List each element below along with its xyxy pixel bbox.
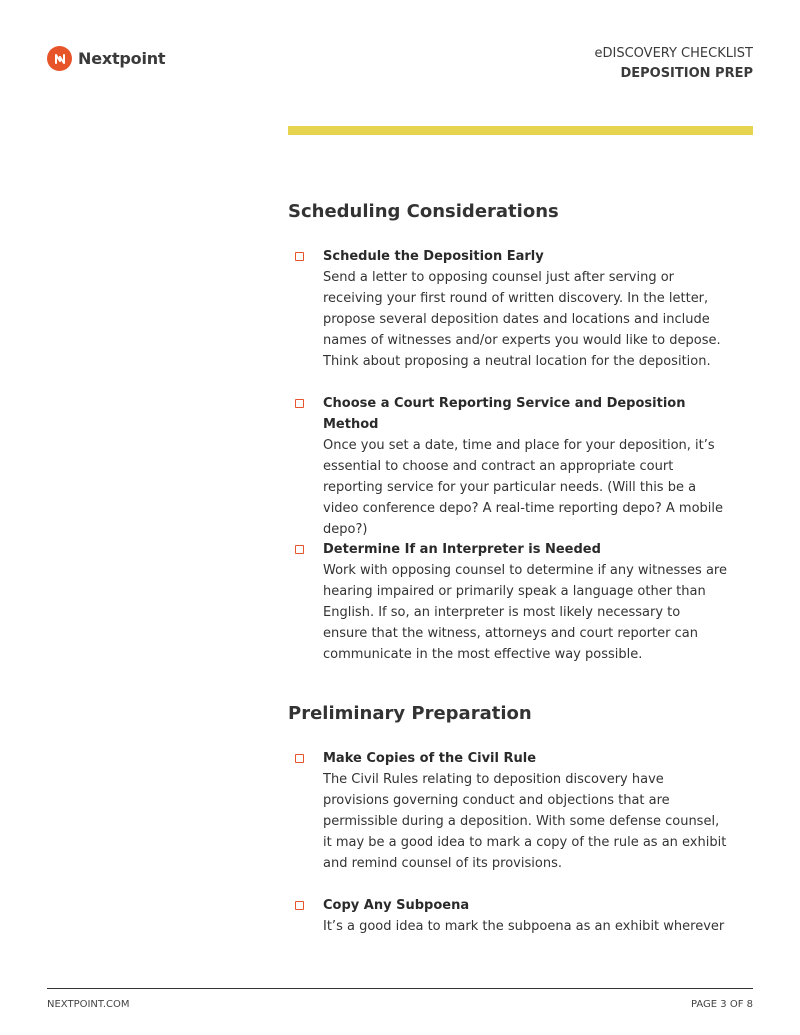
doc-type-label: eDISCOVERY CHECKLIST bbox=[594, 46, 753, 61]
item-title: Copy Any Subpoena bbox=[323, 898, 470, 913]
item-text bbox=[323, 916, 728, 937]
checkbox-icon bbox=[295, 252, 304, 261]
text-line: receiving your first round of written discovery. In the letter, bbox=[323, 291, 709, 306]
document-type-header bbox=[595, 44, 754, 84]
text-line: hearing impaired or primarily speak a language other than bbox=[323, 584, 706, 599]
checkbox-icon bbox=[295, 901, 304, 910]
checklist-item bbox=[288, 393, 728, 540]
section-title: Preliminary Preparation bbox=[288, 703, 532, 724]
item-title: Schedule the Deposition Early bbox=[323, 249, 544, 264]
text-line: it may be a good idea to mark a copy of the rule as an exhibit bbox=[323, 835, 727, 850]
text-line: depo?) bbox=[323, 522, 368, 537]
item-text bbox=[323, 769, 728, 874]
text-line: ensure that the witness, attorneys and court reporter can bbox=[323, 626, 698, 641]
footer-site: NEXTPOINT.COM bbox=[47, 999, 130, 1010]
checkbox-icon bbox=[295, 399, 304, 408]
text-line: communicate in the most effective way possible. bbox=[323, 647, 643, 662]
text-line: Send a letter to opposing counsel just after serving or bbox=[323, 270, 675, 285]
checklist-item bbox=[288, 748, 728, 874]
checkbox-icon bbox=[295, 754, 304, 763]
text-line: names of witnesses and/or experts you would like to depose. bbox=[323, 333, 721, 348]
item-text bbox=[323, 267, 728, 372]
text-line: essential to choose and contract an appropriate court bbox=[323, 459, 674, 474]
text-line: Work with opposing counsel to determine if any witnesses are bbox=[323, 563, 727, 578]
text-line: permissible during a deposition. With some defense counsel, bbox=[323, 814, 720, 829]
accent-bar bbox=[288, 126, 753, 135]
text-line: It’s a good idea to mark the subpoena as an exhibit wherever bbox=[323, 919, 725, 934]
text-line: propose several deposition dates and locations and include bbox=[323, 312, 710, 327]
nextpoint-logo-icon bbox=[47, 46, 72, 71]
text-line: reporting service for your particular needs. (Will this be a bbox=[323, 480, 697, 495]
text-line: and remind counsel of its provisions. bbox=[323, 856, 562, 871]
text-line: Think about proposing a neutral location for the deposition. bbox=[323, 354, 711, 369]
page-number: PAGE 3 OF 8 bbox=[690, 999, 753, 1010]
checkbox-icon bbox=[295, 545, 304, 554]
checklist-item bbox=[288, 539, 728, 665]
brand-name: Nextpoint bbox=[78, 49, 166, 68]
item-text bbox=[323, 560, 728, 665]
section-title: Scheduling Considerations bbox=[288, 201, 559, 222]
item-title: Determine If an Interpreter is Needed bbox=[323, 542, 601, 557]
item-text bbox=[323, 435, 728, 540]
doc-title: DEPOSITION PREP bbox=[620, 66, 753, 81]
brand-logo bbox=[47, 46, 165, 71]
checklist-item bbox=[288, 246, 728, 372]
text-line: provisions governing conduct and objections that are bbox=[323, 793, 670, 808]
text-line: video conference depo? A real-time reporting depo? A mobile bbox=[323, 501, 724, 516]
text-line: English. If so, an interpreter is most likely necessary to bbox=[323, 605, 681, 620]
footer-divider bbox=[47, 988, 753, 989]
item-title: Make Copies of the Civil Rule bbox=[323, 751, 537, 766]
text-line: The Civil Rules relating to deposition discovery have bbox=[323, 772, 664, 787]
text-line: Once you set a date, time and place for your deposition, it’s bbox=[323, 438, 715, 453]
item-title: Choose a Court Reporting Service and Deposition Method bbox=[323, 396, 686, 432]
checklist-item bbox=[288, 895, 728, 937]
